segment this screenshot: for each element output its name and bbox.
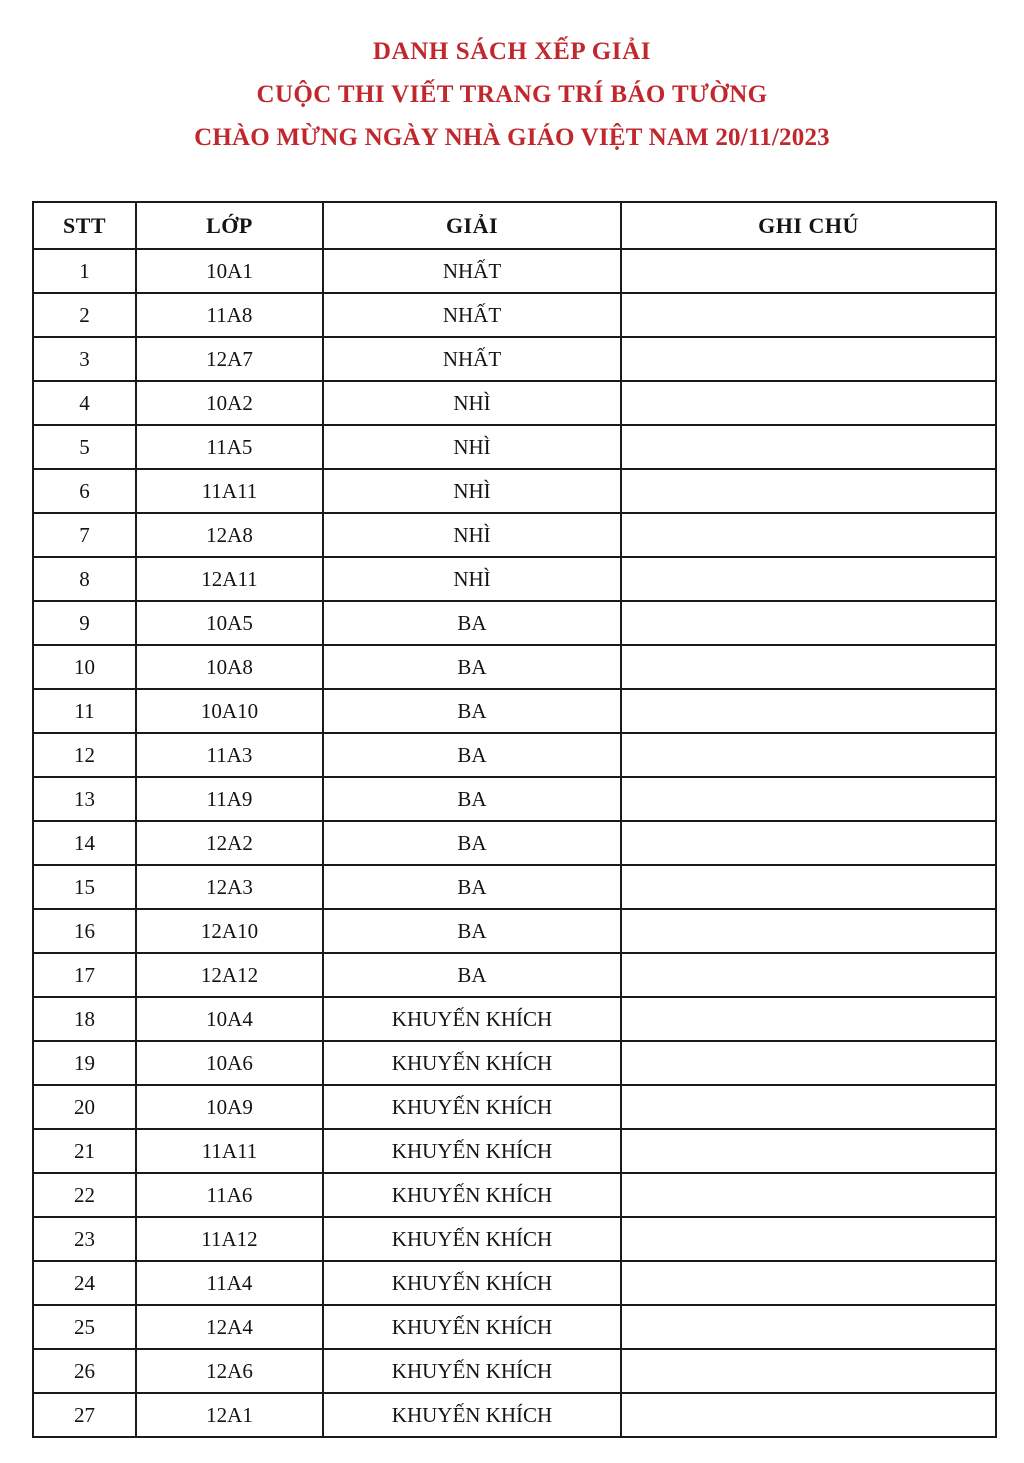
cell-giai: BA bbox=[323, 909, 621, 953]
cell-giai: NHẤT bbox=[323, 293, 621, 337]
cell-stt: 4 bbox=[33, 381, 136, 425]
cell-stt: 20 bbox=[33, 1085, 136, 1129]
table-row bbox=[33, 557, 996, 601]
cell-note bbox=[621, 513, 996, 557]
cell-lop: 12A12 bbox=[136, 953, 323, 997]
table-row bbox=[33, 1261, 996, 1305]
cell-note bbox=[621, 1041, 996, 1085]
cell-note bbox=[621, 293, 996, 337]
cell-lop: 12A11 bbox=[136, 557, 323, 601]
cell-note bbox=[621, 381, 996, 425]
cell-stt: 6 bbox=[33, 469, 136, 513]
cell-giai: KHUYẾN KHÍCH bbox=[323, 1305, 621, 1349]
table-row bbox=[33, 337, 996, 381]
cell-lop: 11A5 bbox=[136, 425, 323, 469]
cell-note bbox=[621, 777, 996, 821]
column-header-lop: LỚP bbox=[136, 202, 323, 249]
cell-giai: BA bbox=[323, 733, 621, 777]
cell-stt: 8 bbox=[33, 557, 136, 601]
cell-lop: 11A12 bbox=[136, 1217, 323, 1261]
table-row bbox=[33, 1129, 996, 1173]
cell-giai: KHUYẾN KHÍCH bbox=[323, 1173, 621, 1217]
cell-note bbox=[621, 1393, 996, 1437]
cell-giai: NHÌ bbox=[323, 381, 621, 425]
table-row bbox=[33, 293, 996, 337]
cell-giai: NHÌ bbox=[323, 469, 621, 513]
table-row bbox=[33, 909, 996, 953]
table-row bbox=[33, 777, 996, 821]
cell-note bbox=[621, 997, 996, 1041]
cell-note bbox=[621, 865, 996, 909]
title-line-3: CHÀO MỪNG NGÀY NHÀ GIÁO VIỆT NAM 20/11/2023 bbox=[194, 124, 830, 151]
cell-giai: KHUYẾN KHÍCH bbox=[323, 1085, 621, 1129]
table-row bbox=[33, 249, 996, 293]
cell-note bbox=[621, 425, 996, 469]
cell-note bbox=[621, 1129, 996, 1173]
cell-lop: 12A6 bbox=[136, 1349, 323, 1393]
cell-lop: 10A1 bbox=[136, 249, 323, 293]
table-row bbox=[33, 865, 996, 909]
cell-giai: KHUYẾN KHÍCH bbox=[323, 1217, 621, 1261]
cell-giai: BA bbox=[323, 953, 621, 997]
cell-stt: 11 bbox=[33, 689, 136, 733]
table-row bbox=[33, 1173, 996, 1217]
table-row bbox=[33, 953, 996, 997]
cell-giai: NHÌ bbox=[323, 557, 621, 601]
cell-giai: BA bbox=[323, 777, 621, 821]
cell-stt: 25 bbox=[33, 1305, 136, 1349]
cell-stt: 15 bbox=[33, 865, 136, 909]
cell-lop: 11A4 bbox=[136, 1261, 323, 1305]
cell-giai: KHUYẾN KHÍCH bbox=[323, 1349, 621, 1393]
cell-giai: KHUYẾN KHÍCH bbox=[323, 1129, 621, 1173]
cell-stt: 26 bbox=[33, 1349, 136, 1393]
cell-lop: 11A3 bbox=[136, 733, 323, 777]
cell-lop: 11A11 bbox=[136, 1129, 323, 1173]
award-table-container bbox=[32, 201, 995, 1438]
cell-stt: 16 bbox=[33, 909, 136, 953]
table-row bbox=[33, 601, 996, 645]
cell-stt: 12 bbox=[33, 733, 136, 777]
cell-lop: 11A8 bbox=[136, 293, 323, 337]
cell-stt: 5 bbox=[33, 425, 136, 469]
table-header bbox=[33, 202, 996, 249]
cell-giai: KHUYẾN KHÍCH bbox=[323, 997, 621, 1041]
cell-stt: 9 bbox=[33, 601, 136, 645]
cell-note bbox=[621, 1305, 996, 1349]
table-row bbox=[33, 733, 996, 777]
cell-lop: 11A11 bbox=[136, 469, 323, 513]
cell-note bbox=[621, 645, 996, 689]
table-header-row bbox=[33, 202, 996, 249]
column-header-giai: GIẢI bbox=[323, 202, 621, 249]
page-title bbox=[0, 0, 1024, 159]
column-header-stt: STT bbox=[33, 202, 136, 249]
cell-stt: 17 bbox=[33, 953, 136, 997]
cell-lop: 10A5 bbox=[136, 601, 323, 645]
cell-note bbox=[621, 821, 996, 865]
cell-lop: 11A6 bbox=[136, 1173, 323, 1217]
column-header-ghi-chu: GHI CHÚ bbox=[621, 202, 996, 249]
cell-giai: NHÌ bbox=[323, 513, 621, 557]
table-row bbox=[33, 997, 996, 1041]
table-row bbox=[33, 425, 996, 469]
cell-giai: BA bbox=[323, 821, 621, 865]
cell-lop: 12A1 bbox=[136, 1393, 323, 1437]
cell-lop: 12A3 bbox=[136, 865, 323, 909]
cell-note bbox=[621, 733, 996, 777]
cell-giai: BA bbox=[323, 865, 621, 909]
table-row bbox=[33, 1305, 996, 1349]
award-table bbox=[32, 201, 997, 1438]
cell-lop: 10A4 bbox=[136, 997, 323, 1041]
table-row bbox=[33, 469, 996, 513]
table-row bbox=[33, 1217, 996, 1261]
cell-note bbox=[621, 1261, 996, 1305]
title-line-2: CUỘC THI VIẾT TRANG TRÍ BÁO TƯỜNG bbox=[256, 81, 768, 108]
table-row bbox=[33, 1393, 996, 1437]
table-row bbox=[33, 821, 996, 865]
cell-stt: 14 bbox=[33, 821, 136, 865]
cell-lop: 10A6 bbox=[136, 1041, 323, 1085]
cell-stt: 24 bbox=[33, 1261, 136, 1305]
cell-lop: 12A7 bbox=[136, 337, 323, 381]
cell-note bbox=[621, 469, 996, 513]
cell-note bbox=[621, 1349, 996, 1393]
cell-giai: KHUYẾN KHÍCH bbox=[323, 1261, 621, 1305]
cell-giai: NHÌ bbox=[323, 425, 621, 469]
cell-giai: BA bbox=[323, 689, 621, 733]
cell-lop: 10A2 bbox=[136, 381, 323, 425]
table-body bbox=[33, 249, 996, 1437]
cell-note bbox=[621, 1173, 996, 1217]
cell-lop: 12A4 bbox=[136, 1305, 323, 1349]
cell-giai: KHUYẾN KHÍCH bbox=[323, 1393, 621, 1437]
cell-note bbox=[621, 909, 996, 953]
cell-note bbox=[621, 1217, 996, 1261]
cell-note bbox=[621, 689, 996, 733]
cell-note bbox=[621, 249, 996, 293]
table-row bbox=[33, 1085, 996, 1129]
cell-giai: BA bbox=[323, 601, 621, 645]
cell-lop: 10A9 bbox=[136, 1085, 323, 1129]
cell-note bbox=[621, 337, 996, 381]
cell-giai: NHẤT bbox=[323, 337, 621, 381]
cell-stt: 18 bbox=[33, 997, 136, 1041]
table-row bbox=[33, 689, 996, 733]
cell-lop: 10A8 bbox=[136, 645, 323, 689]
title-line-1: DANH SÁCH XẾP GIẢI bbox=[372, 38, 652, 65]
table-row bbox=[33, 1041, 996, 1085]
cell-stt: 7 bbox=[33, 513, 136, 557]
cell-stt: 2 bbox=[33, 293, 136, 337]
cell-lop: 12A10 bbox=[136, 909, 323, 953]
cell-stt: 19 bbox=[33, 1041, 136, 1085]
cell-stt: 3 bbox=[33, 337, 136, 381]
cell-giai: NHẤT bbox=[323, 249, 621, 293]
cell-lop: 11A9 bbox=[136, 777, 323, 821]
table-row bbox=[33, 1349, 996, 1393]
cell-stt: 21 bbox=[33, 1129, 136, 1173]
table-row bbox=[33, 513, 996, 557]
cell-giai: KHUYẾN KHÍCH bbox=[323, 1041, 621, 1085]
cell-stt: 23 bbox=[33, 1217, 136, 1261]
cell-stt: 1 bbox=[33, 249, 136, 293]
cell-note bbox=[621, 953, 996, 997]
cell-note bbox=[621, 601, 996, 645]
cell-lop: 12A2 bbox=[136, 821, 323, 865]
cell-stt: 22 bbox=[33, 1173, 136, 1217]
cell-stt: 27 bbox=[33, 1393, 136, 1437]
cell-lop: 12A8 bbox=[136, 513, 323, 557]
cell-giai: BA bbox=[323, 645, 621, 689]
table-row bbox=[33, 381, 996, 425]
cell-note bbox=[621, 557, 996, 601]
table-row bbox=[33, 645, 996, 689]
cell-stt: 10 bbox=[33, 645, 136, 689]
cell-lop: 10A10 bbox=[136, 689, 323, 733]
cell-note bbox=[621, 1085, 996, 1129]
cell-stt: 13 bbox=[33, 777, 136, 821]
